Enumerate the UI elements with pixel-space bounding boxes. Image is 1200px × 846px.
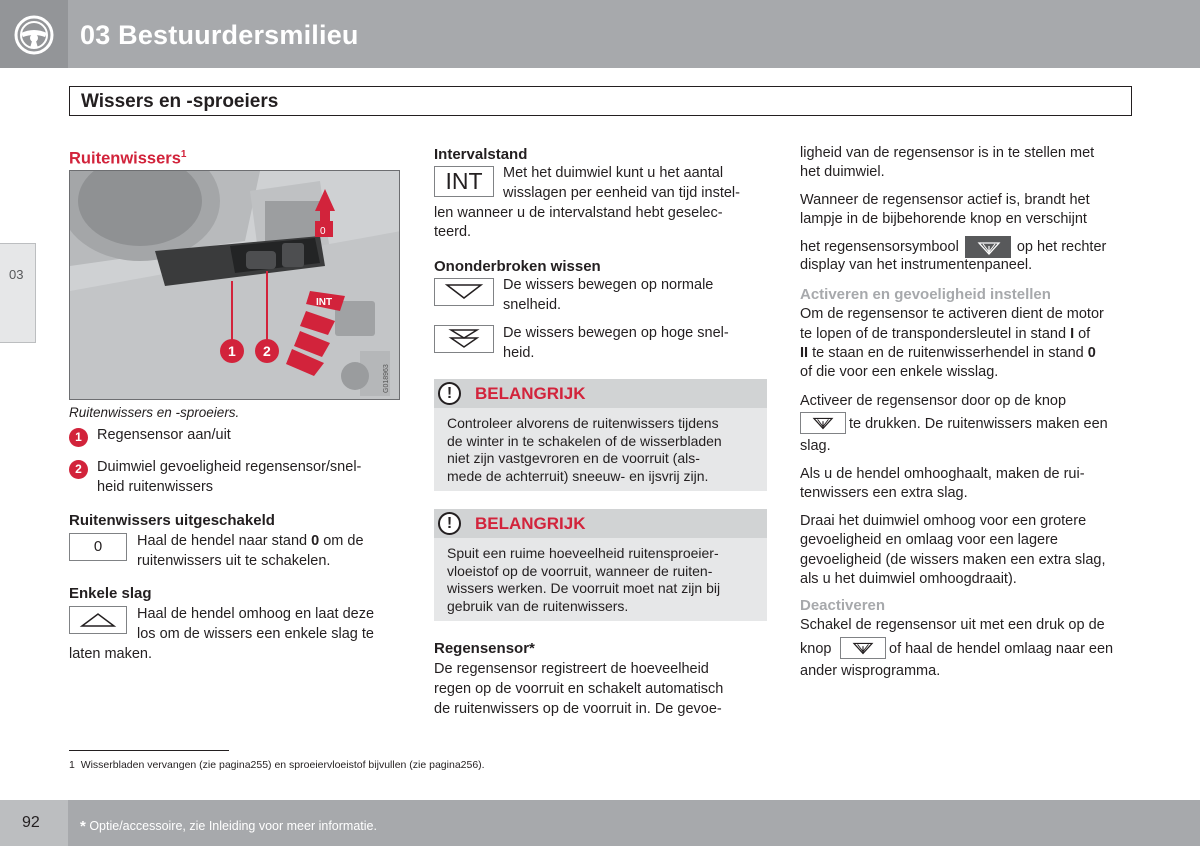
activate-heading: Activeren en gevoeligheid instellen	[800, 286, 1051, 303]
wipers-title-text: Ruitenwissers	[69, 149, 181, 168]
rain-sensor-symbol	[965, 236, 1011, 258]
photo-code: G018963	[383, 364, 390, 393]
side-tab-label: 03	[9, 267, 24, 282]
warning1-line: de winter in te schakelen of de wisserbladen	[447, 432, 722, 449]
section-title: Wissers en -sproeiers	[81, 91, 279, 112]
off-line1-post: om de	[319, 533, 364, 549]
page-footer	[0, 800, 1200, 846]
off-line1-bold: 0	[311, 533, 320, 549]
footnote-divider	[69, 750, 229, 751]
warning2-line: wissers werken. De voorruit moet nat zijn bij	[447, 580, 721, 596]
act-line1: Om de regensensor te activeren dient de motor	[800, 306, 1104, 322]
legend-text-2b: heid ruitenwissers	[97, 479, 214, 495]
wipers-off-heading: Ruitenwissers uitgeschakeld	[69, 512, 275, 529]
legend-text-2a: Duimwiel gevoeligheid regensensor/snel-	[97, 459, 362, 475]
rain-sensor-icon	[841, 638, 885, 658]
double-triangle-down-icon	[435, 326, 493, 352]
warning2-line: gebruik van de ruitenwissers.	[447, 597, 629, 614]
act2-line2: te drukken. De ruitenwissers maken een	[849, 416, 1108, 432]
rain-line2: regen op de voorruit en schakelt automatisch	[434, 681, 724, 697]
interval-line2: wisslagen per eenheid van tijd instel-	[503, 185, 740, 201]
photo-label-int: INT	[316, 297, 333, 308]
lift-line2: tenwissers een extra slag.	[800, 485, 968, 501]
wiper-stalk-photo	[69, 170, 400, 400]
footer-star: *	[80, 818, 86, 835]
c3-p2-line3-pre: het regensensorsymbool	[800, 238, 959, 255]
photo-caption: Ruitenwissers en -sproeiers.	[69, 405, 240, 420]
normal-line1: De wissers bewegen op normale	[503, 277, 714, 293]
deact-line1: Schakel de regensensor uit met een druk op de	[800, 617, 1105, 633]
high-line1: De wissers bewegen op hoge snel-	[503, 325, 729, 341]
warning-label-1: BELANGRIJK	[475, 384, 586, 403]
act2-line3: slag.	[800, 438, 831, 454]
wipers-off-line1	[137, 533, 364, 549]
act2-line1: Activeer de regensensor door op de knop	[800, 393, 1067, 409]
triangle-down-icon	[435, 279, 493, 305]
warning-icon: !	[438, 512, 461, 535]
page-number-box	[0, 800, 68, 846]
legend-badge-1: 1	[69, 428, 88, 447]
wheel-line2: gevoeligheid en omlaag voor een lagere	[800, 532, 1058, 548]
c3-p2-line3-post: op het rechter	[1016, 238, 1107, 255]
warning1-line: mede de achterruit) sneeuw- en ijsvrij zijn.	[447, 467, 709, 484]
interval-line3: len wanneer u de intervalstand hebt geselec-	[434, 205, 723, 221]
warning-label-2: BELANGRIJK	[475, 514, 586, 533]
key-off: 0	[69, 533, 127, 561]
c3-p1-line1: ligheid van de regensensor is in te stellen met	[800, 145, 1095, 161]
deactivate-heading: Deactiveren	[800, 597, 886, 614]
c3-p2-line2: lampje in de bijbehorende knop en verschijnt	[800, 211, 1087, 227]
photo-num-1: 1	[228, 343, 236, 359]
warning2-line: vloeistof op de voorruit, wanneer de ruiten-	[447, 562, 713, 579]
act-line2	[800, 326, 1090, 342]
wheel-line4: als u het duimwiel omhoogdraait).	[800, 571, 1017, 587]
act-line2-bold: I	[1070, 326, 1075, 342]
c3-p2-line3	[800, 236, 1106, 258]
rain-sensor-heading: Regensensor*	[434, 640, 535, 657]
warning-header-1	[434, 379, 767, 408]
act-line4: of die voor een enkele wisslag.	[800, 364, 999, 380]
single-line3: laten maken.	[69, 646, 153, 662]
section-title-box	[69, 86, 1132, 116]
warning-box-2	[434, 509, 767, 621]
photo-num-2: 2	[263, 343, 271, 359]
triangle-up-icon	[70, 607, 126, 633]
warning2-line: Spuit een ruime hoeveelheid ruitensproeier-	[447, 545, 719, 561]
rain-sensor-button-off[interactable]	[840, 637, 886, 659]
lift-line1: Als u de hendel omhooghaalt, maken de rui-	[800, 466, 1085, 482]
warning-body-2	[447, 545, 757, 615]
key-int: INT	[434, 166, 494, 197]
deact-line2-pre: knop	[800, 641, 832, 657]
interval-line1: Met het duimwiel kunt u het aantal	[503, 165, 724, 181]
act-line2-post: of	[1074, 326, 1091, 342]
act-line3	[800, 345, 1096, 361]
warning-header-2	[434, 509, 767, 538]
single-line1: Haal de hendel omhoog en laat deze	[137, 606, 375, 622]
photo-label-zero: 0	[320, 226, 326, 237]
interval-line4: teerd.	[434, 224, 472, 240]
rain-sensor-icon	[966, 237, 1012, 259]
warning1-line: Controleer alvorens de ruitenwissers tijdens	[447, 415, 719, 431]
page-header	[0, 0, 1200, 68]
warning-box-1	[434, 379, 767, 491]
footnote	[69, 759, 485, 771]
wheel-line1: Draai het duimwiel omhoog voor een grotere	[800, 513, 1087, 529]
chapter-side-tab[interactable]	[0, 243, 36, 343]
wheel-line3: gevoeligheid (de wissers maken een extra slag,	[800, 552, 1106, 568]
legend-badge-2: 2	[69, 460, 88, 479]
header-icon-box	[0, 0, 68, 68]
warning-icon: !	[438, 382, 461, 405]
normal-line2: snelheid.	[503, 297, 562, 313]
high-line2: heid.	[503, 345, 535, 361]
footer-note-text: Optie/accessoire, zie Inleiding voor meer informatie.	[89, 819, 377, 833]
rain-sensor-icon	[801, 413, 845, 433]
act-line2-pre: te lopen of de transpondersleutel in stand	[800, 326, 1071, 342]
c3-p2-line1: Wanneer de regensensor actief is, brandt het	[800, 192, 1090, 208]
wipers-off-line2: ruitenwissers uit te schakelen.	[137, 553, 331, 569]
act-line3-mid: te staan en de ruitenwisserhendel in stand	[808, 345, 1088, 361]
warning1-line: niet zijn vastgevroren en de voorruit (als-	[447, 450, 700, 466]
rain-line3: de ruitenwissers op de voorruit in. De gevoe-	[434, 701, 722, 717]
legend-text-1: Regensensor aan/uit	[97, 427, 231, 443]
key-single-stroke	[69, 606, 127, 634]
footnote-text: Wisserbladen vervangen (zie pagina255) en sproeiervloeistof bijvullen (zie pagina256).	[80, 759, 485, 771]
wiper-stalk-illustration	[70, 171, 400, 400]
warning-body-1	[447, 415, 757, 485]
footnote-ref[interactable]: 1	[180, 149, 187, 160]
c3-p2-line4: display van het instrumentenpaneel.	[800, 257, 1033, 273]
footer-note	[80, 818, 377, 835]
key-normal-speed	[434, 278, 494, 306]
deact-line2-post: of haal de hendel omlaag naar een	[889, 641, 1114, 657]
act-line3-bold2: 0	[1087, 345, 1096, 361]
rain-sensor-button[interactable]	[800, 412, 846, 434]
off-line1-pre: Haal de hendel naar stand	[137, 533, 312, 549]
key-high-speed	[434, 325, 494, 353]
single-line2: los om de wissers een enkele slag te	[137, 626, 374, 642]
rain-line1: De regensensor registreert de hoeveelheid	[434, 661, 709, 677]
deact-line3: ander wisprogramma.	[800, 663, 941, 679]
footnote-num: 1	[69, 759, 75, 771]
chapter-title: 03 Bestuurdersmilieu	[80, 20, 359, 50]
steering-wheel-icon	[14, 15, 54, 55]
interval-heading: Intervalstand	[434, 146, 528, 163]
single-stroke-heading: Enkele slag	[69, 585, 152, 602]
page-number: 92	[22, 814, 40, 831]
act-line3-bold1: II	[800, 345, 809, 361]
c3-p1-line2: het duimwiel.	[800, 164, 885, 180]
continuous-heading: Ononderbroken wissen	[434, 258, 601, 275]
wipers-title	[69, 145, 186, 169]
